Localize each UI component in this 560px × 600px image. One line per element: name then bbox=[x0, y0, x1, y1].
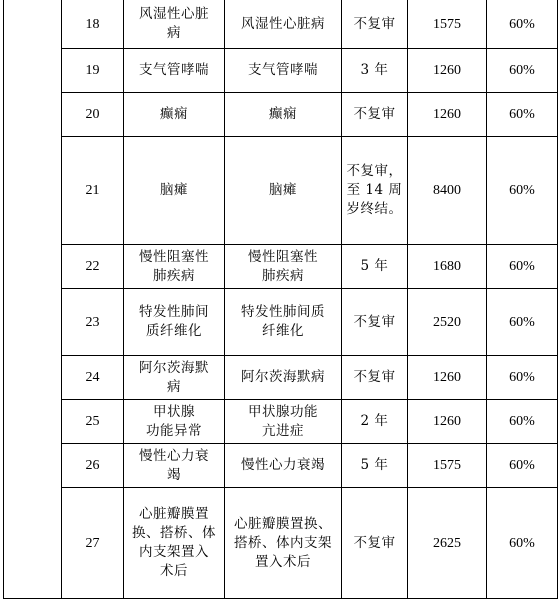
payment-limit-cell: 1575 bbox=[408, 444, 487, 488]
eligible-condition-cell: 支气管哮喘 bbox=[225, 49, 342, 93]
table-row bbox=[4, 289, 558, 356]
disease-name-cell: 甲状腺 功能异常 bbox=[124, 400, 225, 444]
eligible-condition-cell: 特发性肺间质 纤维化 bbox=[225, 289, 342, 356]
disease-name-cell: 心脏瓣膜置 换、搭桥、体 内支架置入 术后 bbox=[124, 488, 225, 599]
review-period-cell: 不复审 bbox=[342, 488, 408, 599]
review-period-cell: 不复审 bbox=[342, 0, 408, 49]
disease-name-cell: 慢性心力衰 竭 bbox=[124, 444, 225, 488]
review-period-cell: 3 年 bbox=[342, 49, 408, 93]
row-number-cell: 23 bbox=[62, 289, 124, 356]
reimbursement-ratio-cell: 60% bbox=[487, 0, 558, 49]
reimbursement-ratio-cell: 60% bbox=[487, 93, 558, 137]
row-number-cell: 19 bbox=[62, 49, 124, 93]
payment-limit-cell: 2625 bbox=[408, 488, 487, 599]
eligible-condition-cell: 慢性阻塞性 肺疾病 bbox=[225, 245, 342, 289]
payment-limit-cell: 8400 bbox=[408, 137, 487, 245]
row-number-cell: 20 bbox=[62, 93, 124, 137]
table-row bbox=[4, 93, 558, 137]
reimbursement-ratio-cell: 60% bbox=[487, 444, 558, 488]
eligible-condition-cell: 甲状腺功能 亢进症 bbox=[225, 400, 342, 444]
table-row bbox=[4, 0, 558, 49]
disease-name-cell: 阿尔茨海默 病 bbox=[124, 356, 225, 400]
reimbursement-ratio-cell: 60% bbox=[487, 49, 558, 93]
reimbursement-ratio-cell: 60% bbox=[487, 137, 558, 245]
disease-name-cell: 特发性肺间 质纤维化 bbox=[124, 289, 225, 356]
payment-limit-cell: 2520 bbox=[408, 289, 487, 356]
disease-name-cell: 风湿性心脏 病 bbox=[124, 0, 225, 49]
table-row bbox=[4, 245, 558, 289]
payment-limit-cell: 1260 bbox=[408, 93, 487, 137]
row-number-cell: 18 bbox=[62, 0, 124, 49]
merged-blank-cell bbox=[4, 0, 62, 599]
review-period-cell: 不复审 bbox=[342, 289, 408, 356]
payment-limit-cell: 1575 bbox=[408, 0, 487, 49]
reimbursement-ratio-cell: 60% bbox=[487, 289, 558, 356]
table-row bbox=[4, 49, 558, 93]
payment-limit-cell: 1680 bbox=[408, 245, 487, 289]
review-period-cell: 不复审 bbox=[342, 93, 408, 137]
review-period-cell: 不复审， 至 14 周 岁终结。 bbox=[342, 137, 408, 245]
review-period-cell: 5 年 bbox=[342, 444, 408, 488]
disease-name-cell: 慢性阻塞性 肺疾病 bbox=[124, 245, 225, 289]
reimbursement-ratio-cell: 60% bbox=[487, 488, 558, 599]
disease-name-cell: 脑瘫 bbox=[124, 137, 225, 245]
eligible-condition-cell: 癫痫 bbox=[225, 93, 342, 137]
table-row bbox=[4, 137, 558, 245]
disease-name-cell: 支气管哮喘 bbox=[124, 49, 225, 93]
row-number-cell: 22 bbox=[62, 245, 124, 289]
reimbursement-ratio-cell: 60% bbox=[487, 356, 558, 400]
eligible-condition-cell: 脑瘫 bbox=[225, 137, 342, 245]
reimbursement-ratio-cell: 60% bbox=[487, 400, 558, 444]
table-row bbox=[4, 400, 558, 444]
row-number-cell: 21 bbox=[62, 137, 124, 245]
row-number-cell: 27 bbox=[62, 488, 124, 599]
disease-table bbox=[3, 0, 558, 599]
eligible-condition-cell: 心脏瓣膜置换、 搭桥、体内支架 置入术后 bbox=[225, 488, 342, 599]
row-number-cell: 24 bbox=[62, 356, 124, 400]
review-period-cell: 不复审 bbox=[342, 356, 408, 400]
payment-limit-cell: 1260 bbox=[408, 400, 487, 444]
review-period-cell: 5 年 bbox=[342, 245, 408, 289]
reimbursement-ratio-cell: 60% bbox=[487, 245, 558, 289]
eligible-condition-cell: 风湿性心脏病 bbox=[225, 0, 342, 49]
table-row bbox=[4, 488, 558, 599]
table-row bbox=[4, 356, 558, 400]
row-number-cell: 25 bbox=[62, 400, 124, 444]
eligible-condition-cell: 阿尔茨海默病 bbox=[225, 356, 342, 400]
payment-limit-cell: 1260 bbox=[408, 49, 487, 93]
eligible-condition-cell: 慢性心力衰竭 bbox=[225, 444, 342, 488]
row-number-cell: 26 bbox=[62, 444, 124, 488]
disease-name-cell: 癫痫 bbox=[124, 93, 225, 137]
review-period-cell: 2 年 bbox=[342, 400, 408, 444]
payment-limit-cell: 1260 bbox=[408, 356, 487, 400]
table-row bbox=[4, 444, 558, 488]
